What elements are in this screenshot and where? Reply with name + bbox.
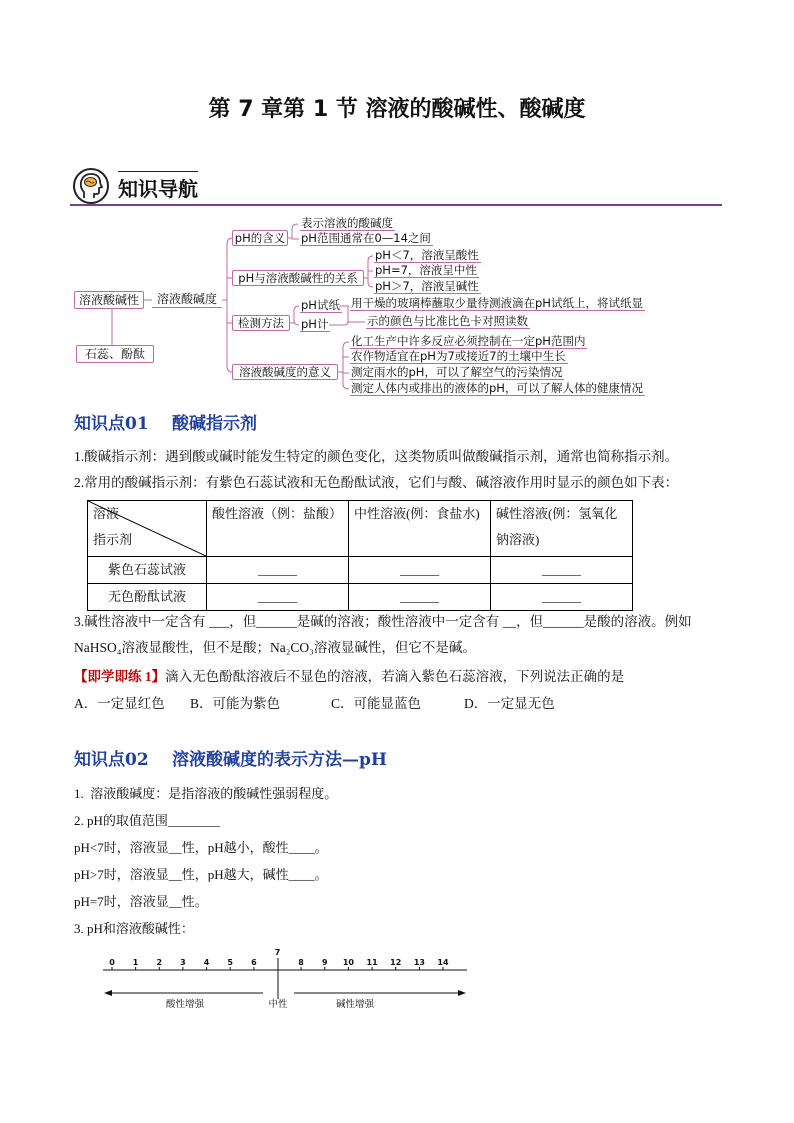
practice-tag: 【即学即练 1】 bbox=[74, 669, 166, 684]
corner-top-label: 溶液 bbox=[93, 506, 120, 521]
answer-blank: ______ bbox=[349, 584, 491, 611]
answer-blank: ______ bbox=[491, 584, 633, 611]
branch-significance: 溶液酸碱度的意义 bbox=[232, 364, 338, 380]
scale-number-2: 2 bbox=[156, 958, 163, 967]
scale-number-11: 11 bbox=[366, 958, 378, 967]
section2-line: 3. pH和溶液酸碱性： bbox=[74, 921, 194, 936]
ph-scale-diagram bbox=[95, 945, 475, 1017]
answer-blank: ______ bbox=[207, 584, 349, 611]
option-d: D．一定显无色 bbox=[464, 696, 555, 711]
option-c: C．可能显蓝色 bbox=[331, 696, 422, 711]
scale-number-0: 0 bbox=[109, 958, 115, 967]
nav-divider bbox=[70, 204, 722, 206]
section1-paragraph-3: 3.碱性溶液中一定含有 ___，但______是碱的溶液；酸性溶液中一定含有 __，但______是酸的溶液。例如 bbox=[74, 614, 692, 629]
table-row bbox=[88, 557, 633, 584]
corner-bottom-label: 指示剂 bbox=[93, 532, 133, 547]
acid-label: 酸性增强 bbox=[165, 999, 205, 1010]
scale-number-5: 5 bbox=[227, 958, 233, 967]
scale-number-10: 10 bbox=[342, 958, 354, 967]
option-a: A．一定显红色 bbox=[74, 696, 165, 711]
meaning-item: 表示溶液的酸碱度 bbox=[301, 216, 393, 230]
section1-paragraph-1: 1.酸碱指示剂：遇到酸或碱时能发生特定的颜色变化，这类物质叫做酸碱指示剂，通常也简称指示剂。 bbox=[74, 449, 679, 464]
scale-number-13: 13 bbox=[413, 958, 425, 967]
branch-method: 检测方法 bbox=[232, 315, 290, 331]
significance-item: 农作物适宜在pH为7或接近7的土壤中生长 bbox=[351, 349, 566, 363]
row-label: 紫色石蕊试液 bbox=[88, 557, 207, 584]
answer-blank: ______ bbox=[207, 557, 349, 584]
meaning-item: pH范围通常在0—14之间 bbox=[301, 231, 431, 245]
scale-number-7: 7 bbox=[274, 948, 281, 957]
base-arrowhead bbox=[458, 990, 466, 996]
mindmap-indicator: 石蕊、酚酞 bbox=[76, 345, 154, 363]
section2-line: pH>7时，溶液显__性，pH越大，碱性____。 bbox=[74, 867, 328, 882]
nav-rule bbox=[118, 171, 198, 172]
page-title: 第 7 章第 1 节 溶液的酸碱性、酸碱度 bbox=[208, 97, 586, 122]
significance-item: 测定雨水的pH，可以了解空气的污染情况 bbox=[351, 365, 563, 379]
significance-item: 测定人体内或排出的液体的pH，可以了解人体的健康情况 bbox=[351, 381, 643, 395]
branch-relation: pH与溶液酸碱性的关系 bbox=[232, 270, 364, 286]
scale-number-9: 9 bbox=[322, 958, 328, 967]
head-brain-icon bbox=[72, 167, 110, 205]
practice-question-text: 滴入无色酚酞溶液后不显色的溶液，若滴入紫色石蕊溶液，下列说法正确的是 bbox=[165, 669, 625, 684]
relation-item: pH＞7，溶液呈碱性 bbox=[375, 279, 479, 293]
nav-heading: 知识导航 bbox=[118, 177, 198, 201]
table-header-base: 碱性溶液(例：氢氧化钠溶液) bbox=[491, 501, 633, 557]
practice-question bbox=[74, 668, 624, 686]
mindmap-root: 溶液酸碱性 bbox=[74, 291, 144, 309]
acid-arrowhead bbox=[104, 990, 112, 996]
relation-item: pH＜7，溶液呈酸性 bbox=[375, 248, 479, 262]
base-label: 碱性增强 bbox=[335, 999, 375, 1010]
scale-number-1: 1 bbox=[132, 958, 139, 967]
method-item-ph-paper: pH试纸 bbox=[301, 298, 340, 312]
significance-item: 化工生产中许多反应必须控制在一定pH范围内 bbox=[351, 334, 586, 348]
answer-blank: ______ bbox=[349, 557, 491, 584]
scale-number-14: 14 bbox=[437, 958, 449, 967]
section2-line: pH=7时，溶液显__性。 bbox=[74, 894, 208, 909]
table-header-neutral: 中性溶液(例：食盐水) bbox=[349, 501, 491, 557]
scale-number-4: 4 bbox=[203, 958, 210, 967]
section2-line: 2. pH的取值范围________ bbox=[74, 813, 220, 828]
option-b: B．可能为紫色 bbox=[190, 696, 281, 711]
scale-number-3: 3 bbox=[180, 958, 186, 967]
relation-item: pH=7，溶液呈中性 bbox=[375, 263, 477, 277]
method-detail: 用干燥的玻璃棒蘸取少量待测液滴在pH试纸上，将试纸显 bbox=[351, 296, 643, 310]
scale-number-12: 12 bbox=[390, 958, 402, 967]
section2-line: 1. 溶液酸碱度：是指溶液的酸碱性强弱程度。 bbox=[74, 786, 338, 801]
section1-paragraph-3-cont: NaHSO₄溶液显酸性，但不是酸；Na₂CO₃溶液显碱性，但它不是碱。 bbox=[74, 640, 476, 655]
section2-number: 知识点02 bbox=[74, 750, 149, 770]
section1-paragraph-2: 2.常用的酸碱指示剂：有紫色石蕊试液和无色酚酞试液，它们与酸、碱溶液作用时显示的颜色如下表： bbox=[74, 475, 679, 490]
scale-number-8: 8 bbox=[298, 958, 304, 967]
mindmap-center: 溶液酸碱度 bbox=[152, 291, 222, 308]
scale-number-6: 6 bbox=[251, 958, 257, 967]
table-header-row bbox=[88, 501, 633, 557]
table-header-acid: 酸性溶液（例：盐酸） bbox=[207, 501, 349, 557]
row-label: 无色酚酞试液 bbox=[88, 584, 207, 611]
branch-meaning: pH的含义 bbox=[232, 230, 288, 246]
section1-title: 酸碱指示剂 bbox=[172, 414, 257, 434]
indicator-color-table bbox=[87, 500, 633, 611]
method-item-ph-meter: pH计 bbox=[301, 317, 329, 331]
section2-title: 溶液酸碱度的表示方法—pH bbox=[172, 750, 387, 770]
answer-blank: ______ bbox=[491, 557, 633, 584]
neutral-label: 中性 bbox=[268, 999, 288, 1010]
table-row bbox=[88, 584, 633, 611]
section2-line: pH<7时，溶液显__性，pH越小，酸性____。 bbox=[74, 840, 328, 855]
table-corner-cell bbox=[88, 501, 207, 557]
method-detail: 示的颜色与比准比色卡对照读数 bbox=[367, 314, 528, 328]
section1-number: 知识点01 bbox=[74, 414, 149, 434]
